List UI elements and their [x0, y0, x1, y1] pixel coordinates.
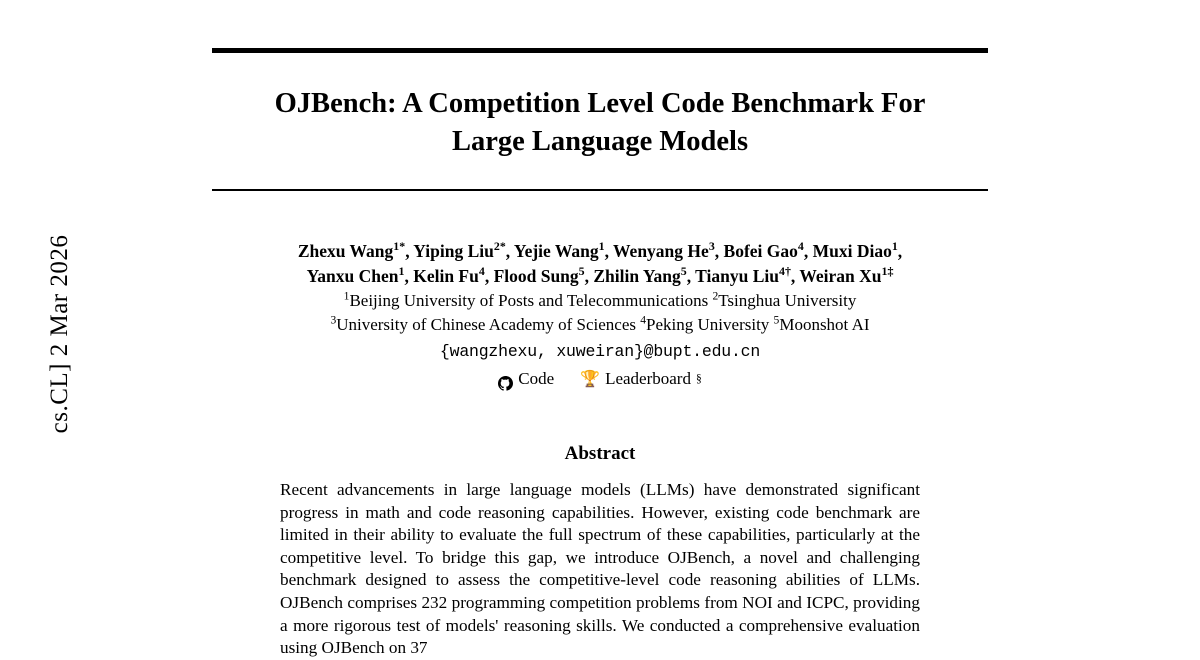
affiliation-line-1: $^1$Beijing University of Posts and Telecommunications $^2$Tsinghua University — [343, 289, 857, 310]
paper-links — [212, 366, 988, 391]
arxiv-stamp — [0, 0, 73, 648]
abstract-heading: Abstract — [564, 443, 636, 464]
trophy-icon: 🏆 — [580, 371, 601, 388]
author-block — [212, 239, 988, 391]
title-rule-top — [212, 48, 988, 53]
code-link-label: Code — [518, 369, 555, 388]
leaderboard-link[interactable]: 🏆 Leaderboard § — [580, 366, 702, 391]
title-line-2: Large Language Models — [451, 126, 749, 157]
affiliation-line-2: $^3$University of Chinese Academy of Sciences $^4$Peking University $^5$Moonshot AI — [330, 313, 870, 334]
author-line-1: Zhexu Wang$^{1*}$, Yiping Liu$^{2*}$, Yejie Wang$^1$, Wenyang He$^3$, Bofei Gao$^4$, Muxi Diao$^1$, — [297, 239, 903, 261]
abstract-text: Recent advancements in large language models (LLMs) have demonstrated significant progress in math and code reasoning capabilities. However, existing code benchmark are limited in their ability to evaluate the full spectrum of these capabilities, particularly at the competitive level. To bridge this gap, we introduce OJBench, a novel and challenging benchmark designed to assess the competitive-level code reasoning abilities of LLMs. OJBench comprises 232 programming competition problems from NOI and ICPC, providing a more rigorous test of models' reasoning skills. We conducted a comprehensive evaluation using OJBench on 37 — [280, 480, 920, 658]
page-title — [212, 85, 988, 161]
arxiv-stamp-text: cs.CL] 2 Mar 2026 — [46, 234, 73, 434]
title-line-1: OJBench: A Competition Level Code Benchmark For — [274, 88, 926, 119]
github-icon — [498, 373, 513, 388]
paper-column — [212, 0, 988, 660]
contact-email: {wangzhexu, xuweiran}@bupt.edu.cn — [439, 342, 761, 361]
author-line-2: Yanxu Chen$^1$, Kelin Fu$^4$, Flood Sung$^5$, Zhilin Yang$^5$, Tianyu Liu$^{4\dagger}$, Weiran $Xu^{1\ddagger}$ — [306, 264, 894, 286]
title-rule-bottom — [212, 189, 988, 191]
code-link[interactable] — [498, 366, 554, 391]
leaderboard-link-label: Leaderboard — [605, 369, 691, 388]
